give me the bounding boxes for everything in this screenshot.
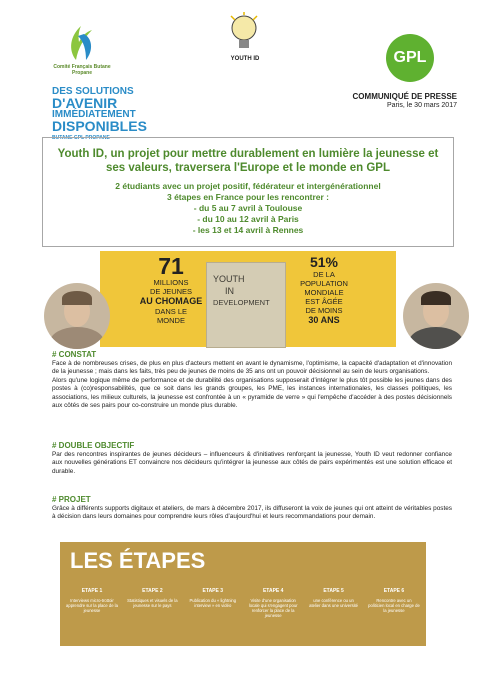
subtitle-line-1: 2 étudiants avec un projet positif, fédérateur et intergénérationnel <box>115 181 381 191</box>
slogan <box>52 86 147 141</box>
stat-left-line-2: DE JEUNES <box>149 287 193 296</box>
press-release-date: Paris, le 30 mars 2017 <box>386 102 457 109</box>
stat-unemployment <box>138 254 204 325</box>
constat-heading: # CONSTAT <box>52 350 97 359</box>
etape-1-desc: Interviews micro-trottoir apprendre sur la place de la jeunesse <box>66 598 118 613</box>
avatar-student-1 <box>44 283 110 349</box>
objectif-heading: # DOUBLE OBJECTIF <box>52 441 135 450</box>
subtitle-line-2: 3 étapes en France pour les rencontrer : <box>166 192 330 202</box>
etape-3-label: ETAPE 3 <box>202 588 224 594</box>
etape-4-desc: Visite d'une organisation locale qui s'engagent pour renforcer la place de la jeunesse <box>248 598 298 618</box>
avatar-student-2 <box>403 283 469 349</box>
youthid-logo-text: YOUTH ID <box>230 56 260 62</box>
press-release-type: COMMUNIQUÉ DE PRESSE <box>352 92 457 101</box>
etape-5-desc: une conférence ou un atelier dans une université <box>309 598 358 608</box>
stat-right-number: 51% <box>309 254 339 270</box>
etape-3-desc: Publication du « lightning interview » en vidéo <box>189 598 237 608</box>
leaf-icon <box>66 24 96 62</box>
book-title-line-3: DEVELOPMENT <box>213 298 270 307</box>
book-title-line-2: IN <box>225 286 234 296</box>
title-subtitle <box>43 181 453 236</box>
etape-2-label: ETAPE 2 <box>142 588 163 594</box>
press-release-header <box>353 92 457 109</box>
slogan-line-4: DISPONIBLES <box>52 118 147 134</box>
etape-1 <box>66 588 118 618</box>
etape-6-label: ETAPE 6 <box>383 588 405 594</box>
section-projet <box>52 495 452 522</box>
objectif-paragraph: Par des rencontres inspirantes de jeunes décideurs – influenceurs & d'initiatives renforçant la jeunesse, Youth ID veut redonner confiance aux nouvelles générations ET convaincre nos décideurs qu'intégrer la jeunesse aux côtés de pairs expérimentés est une solution efficace et durable. <box>52 451 452 475</box>
constat-paragraph-2: Alors qu'une logique même de performance et de durabilité des organisations supposerait d'intégrer le plus tôt possible les jeunes dans des postes à (co)responsabilités, que ce soit dans les grands groupes, les PME, les instances internationales, les classes politiques, les associations, les milieux culturels, la jeunesse est confrontée à un « pyramide de verre » qui l'empêche d'accéder à des postes décisionnels aux côtés de ses pairs pour co-construire un monde plus durable. <box>52 376 452 410</box>
etape-6 <box>368 588 420 618</box>
page-title: Youth ID, un projet pour mettre durablement en lumière la jeunesse et ses valeurs, traversera l'Europe et le monde en GPL <box>57 148 439 174</box>
projet-paragraph: Grâce à différents supports digitaux et ateliers, de mars à décembre 2017, ils diffuseront la voix de jeunes qui ont atteint de véritables postes à décision dans leurs domaines pour comprendre leurs rôles d'aujourd'hui et leurs recommandations pour demain. <box>52 505 452 521</box>
stat-left-line-3: DANS LE <box>154 307 188 316</box>
cfbp-logo-text: Comité Français Butane Propane <box>53 64 111 76</box>
subtitle-line-5: - les 13 et 14 avril à Rennes <box>192 225 304 235</box>
etape-4 <box>247 588 299 618</box>
stat-left-number: 71 <box>158 253 184 279</box>
section-constat <box>52 350 452 410</box>
gpl-logo <box>386 34 434 82</box>
stat-right-line-3: MONDIALE <box>304 288 344 297</box>
stat-left-emphasis: AU CHOMAGE <box>139 296 203 306</box>
slogan-line-1: DES SOLUTIONS <box>52 86 134 97</box>
etape-2-desc: Statistiques et visuels de la jeunesse sur le pays <box>127 598 178 608</box>
constat-paragraph-1: Face à de nombreuses crises, de plus en plus d'acteurs mettent en avant le dynamisme, l'optimisme, la capacité d'adaptation et d'innovation de la jeunesse ; mais dans les faits, très peu de jeunes de moins de 35 ans ont un pouvoir décisionnel au sein de leurs organisations. <box>52 360 452 376</box>
stat-right-line-5: DE MOINS <box>305 306 343 315</box>
stat-right-line-2: POPULATION <box>300 279 348 288</box>
slogan-line-2: D'AVENIR <box>52 95 118 111</box>
etapes-title: LES ÉTAPES <box>70 548 206 573</box>
book-cover <box>206 262 286 348</box>
gpl-logo-text: GPL <box>393 49 427 66</box>
etapes-steps <box>66 588 420 618</box>
stat-right-line-1: DE LA <box>313 270 335 279</box>
book-title-line-1: YOUTH <box>213 274 245 284</box>
etape-5-label: ETAPE 5 <box>323 588 344 594</box>
etape-5 <box>308 588 360 618</box>
projet-heading: # PROJET <box>52 495 91 504</box>
subtitle-line-4: - du 10 au 12 avril à Paris <box>197 214 299 224</box>
cfbp-logo <box>52 24 112 84</box>
slogan-line-5: BUTANE GPL PROPANE <box>52 135 110 141</box>
stat-population <box>292 254 356 326</box>
section-double-objectif <box>52 441 452 476</box>
stat-left-line-4: MONDE <box>157 316 185 325</box>
slogan-line-3: IMMÉDIATEMENT <box>52 109 136 120</box>
stat-left-line-1: MILLIONS <box>153 278 189 287</box>
etape-3 <box>187 588 239 618</box>
stat-right-emphasis: 30 ANS <box>308 315 340 325</box>
title-box <box>42 137 454 247</box>
subtitle-line-3: - du 5 au 7 avril à Toulouse <box>193 203 303 213</box>
etape-6-desc: Rencontre avec un politicien local en charge de la jeunesse <box>368 598 420 613</box>
youthid-logo <box>205 12 285 72</box>
etape-1-label: ETAPE 1 <box>81 588 103 594</box>
etape-4-label: ETAPE 4 <box>262 588 284 594</box>
stat-right-line-4: EST ÂGÉE <box>305 297 343 306</box>
etape-2 <box>126 588 178 618</box>
lightbulb-icon <box>229 12 259 56</box>
etapes-banner <box>60 542 426 646</box>
